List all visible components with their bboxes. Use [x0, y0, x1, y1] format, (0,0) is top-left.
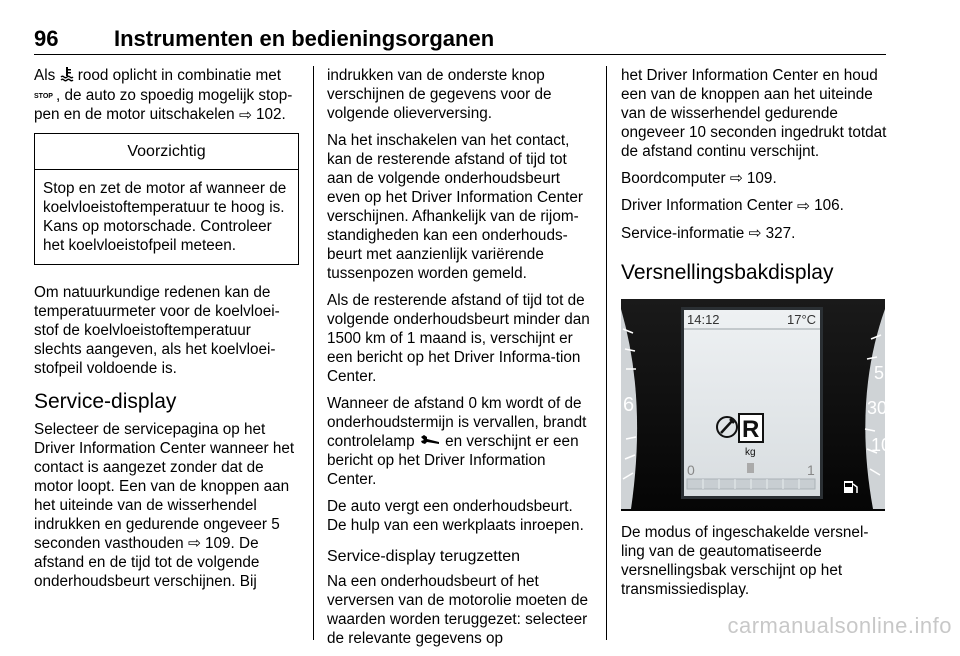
page-reference-icon: ⇨	[796, 197, 810, 215]
coolant-paragraph: Als rood oplicht in combinatie met STOP , de auto zo spoedig mogelijk stop-pen en de motor uitschakelen ⇨ 102.	[34, 67, 293, 124]
display-time: 14:12	[687, 312, 720, 328]
header-rule	[34, 54, 886, 55]
page-header	[34, 26, 886, 54]
page-reference-icon: ⇨	[748, 225, 762, 243]
reference-dic: Driver Information Center ⇨ 106.	[621, 197, 844, 215]
gauge-right-number-3: 10	[871, 435, 892, 456]
service-display-heading: Service-display	[34, 389, 177, 413]
warning-title: Voorzichtig	[35, 134, 298, 170]
wrench-icon	[419, 432, 441, 451]
coolant-temperature-icon	[60, 66, 74, 86]
gauge-left-number: 6	[623, 394, 635, 417]
display-temperature: 17°C	[787, 312, 817, 328]
svg-text:STOP: STOP	[34, 93, 53, 101]
stop-icon	[34, 86, 56, 105]
column-divider-2	[606, 66, 607, 640]
service-display-paragraph: Selecteer de servicepagina op het Driver Information Center wanneer het contact is aangezet zonder dat de motor loopt. Een van de knoppen aan het uiteinde van de wisserhendel indrukken en gedurende ongeveer 5 seconden vasthouden ⇨ 109. De afstand en de tijd tot de volgende onderhoudsbeurt verschijnen. Bij	[34, 420, 295, 591]
page-reference-icon: ⇨	[187, 535, 201, 553]
service-reset-heading: Service-display terugzetten	[327, 548, 520, 566]
remaining-distance-paragraph: Als de resterende afstand of tijd tot de volgende onderhoudsbeurt minder dan 1500 km of 1 maand is, verschijnt er een bericht op het Driver Informa-tion Center.	[327, 292, 590, 385]
instrument-cluster-illustration	[621, 299, 892, 511]
page-reference: 109.	[205, 534, 235, 552]
reset-continued-paragraph: het Driver Information Center en houd een van de knoppen aan het uiteinde van de wisserhendel gedurende ongeveer 10 seconden ingedrukt totdat de afstand continu verschijnt.	[621, 67, 887, 160]
coolant-level-paragraph: Om natuurkundige redenen kan de temperatuurmeter voor de koelvloei-stof de koelvloeistoftemperatuur slechts aangeven, als het koelvloei-stofpeil voldoende is.	[34, 283, 280, 377]
ignition-paragraph: Na het inschakelen van het contact, kan de resterende afstand of tijd tot aan de volgende onderhoudsbeurt even op het Driver Information Center verschijnen. Afhankelijk van de rijom-standigheden kan een onderhouds-beurt met aanzienlijk variërende tussenpozen worden gemeld.	[327, 132, 583, 282]
column-1	[34, 66, 299, 599]
reference-board-computer: Boordcomputer ⇨ 109.	[621, 170, 777, 188]
scale-min: 0	[687, 462, 695, 479]
gearbox-display-heading: Versnellingsbakdisplay	[621, 261, 834, 285]
kg-label: kg	[745, 447, 756, 459]
figure-caption: De modus of ingeschakelde versnel-ling van de geautomatiseerde versnellingsbak verschijnt op het transmissiedisplay.	[621, 524, 869, 599]
oil-change-paragraph: indrukken van de onderste knop verschijnen de gegevens voor de volgende olieverversing.	[327, 67, 552, 122]
gearbox-display-figure	[621, 299, 892, 511]
workshop-paragraph: De auto vergt een onderhoudsbeurt. De hulp van een werkplaats inroepen.	[327, 498, 584, 535]
service-due-paragraph: Wanneer de afstand 0 km wordt of de onderhoudstermijn is vervallen, brandt controlelamp en verschijnt er een bericht op het Driver Information Center.	[327, 395, 587, 489]
page-reference: 102.	[256, 106, 286, 124]
reference-service-info: Service-informatie ⇨ 327.	[621, 224, 796, 243]
service-reset-paragraph: Na een onderhoudsbeurt of het verversen van de motorolie moeten de waarden worden teruggezet: selecteer de relevante gegevens op	[327, 573, 589, 648]
gauge-right-number-2: 30	[867, 398, 888, 419]
column-2	[327, 66, 592, 656]
warning-box	[34, 133, 299, 265]
column-3	[621, 66, 892, 607]
gear-indicator: R	[742, 416, 760, 444]
column-divider-1	[313, 66, 314, 640]
page-number: 96	[34, 26, 59, 51]
page-reference-icon: ⇨	[238, 106, 252, 124]
page-reference-icon: ⇨	[729, 170, 743, 188]
scale-max: 1	[807, 462, 815, 479]
fuel-level-icon	[747, 463, 754, 473]
header-title: Instrumenten en bedieningsorganen	[114, 26, 495, 51]
watermark: carmanualsonline.info	[727, 613, 952, 638]
warning-text: Stop en zet de motor af wanneer de koelvloeistoftemperatuur te hoog is. Kans op motorschade. Controleer het koelvloeistofpeil meteen.	[43, 179, 287, 254]
gauge-right-number-1: 5	[874, 363, 885, 384]
